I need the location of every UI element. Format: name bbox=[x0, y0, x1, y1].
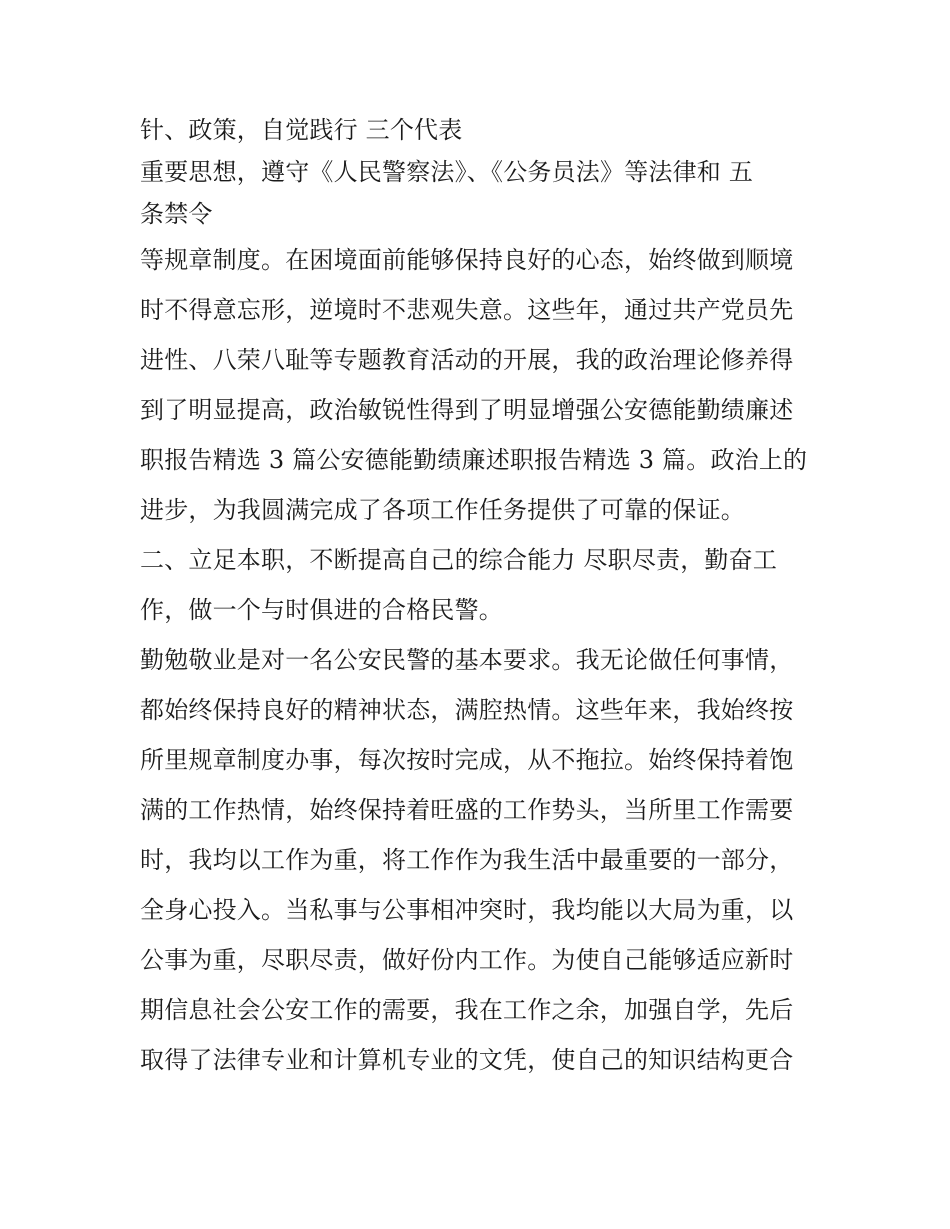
text-line: 二、立足本职，不断提高自己的综合能力 尽职尽责，勤奋工 bbox=[140, 546, 778, 574]
text-line: 满的工作热情，始终保持着旺盛的工作势头，当所里工作需要 bbox=[140, 796, 794, 824]
text-line: 条禁令 bbox=[140, 200, 213, 228]
text-line: 时不得意忘形，逆境时不悲观失意。这些年，通过共产党员先 bbox=[140, 296, 794, 324]
text-line: 时，我均以工作为重，将工作作为我生活中最重要的一部分， bbox=[140, 846, 794, 874]
text-line: 全身心投入。当私事与公事相冲突时，我均能以大局为重，以 bbox=[140, 896, 794, 924]
text-line: 职报告精选 3 篇公安德能勤绩廉述职报告精选 3 篇。政治上的 bbox=[140, 446, 808, 474]
text-line: 取得了法律专业和计算机专业的文凭，使自己的知识结构更合 bbox=[140, 1046, 794, 1074]
text-line: 作，做一个与时俱进的合格民警。 bbox=[140, 596, 503, 624]
text-line: 所里规章制度办事，每次按时完成，从不拖拉。始终保持着饱 bbox=[140, 746, 794, 774]
text-line: 等规章制度。在困境面前能够保持良好的心态，始终做到顺境 bbox=[140, 246, 794, 274]
text-line: 到了明显提高，政治敏锐性得到了明显增强公安德能勤绩廉述 bbox=[140, 396, 794, 424]
text-line: 勤勉敬业是对一名公安民警的基本要求。我无论做任何事情， bbox=[140, 646, 794, 674]
text-line: 针、政策，自觉践行 三个代表 bbox=[140, 116, 463, 144]
text-line: 公事为重，尽职尽责，做好份内工作。为使自己能够适应新时 bbox=[140, 946, 794, 974]
text-line: 期信息社会公安工作的需要，我在工作之余，加强自学，先后 bbox=[140, 996, 794, 1024]
text-line: 都始终保持良好的精神状态，满腔热情。这些年来，我始终按 bbox=[140, 696, 794, 724]
body-text bbox=[140, 109, 820, 1085]
text-line: 重要思想，遵守《人民警察法》、《公务员法》等法律和 五 bbox=[140, 158, 754, 186]
text-line: 进步，为我圆满完成了各项工作任务提供了可靠的保证。 bbox=[140, 496, 745, 524]
text-line: 进性、八荣八耻等专题教育活动的开展，我的政治理论修养得 bbox=[140, 346, 794, 374]
